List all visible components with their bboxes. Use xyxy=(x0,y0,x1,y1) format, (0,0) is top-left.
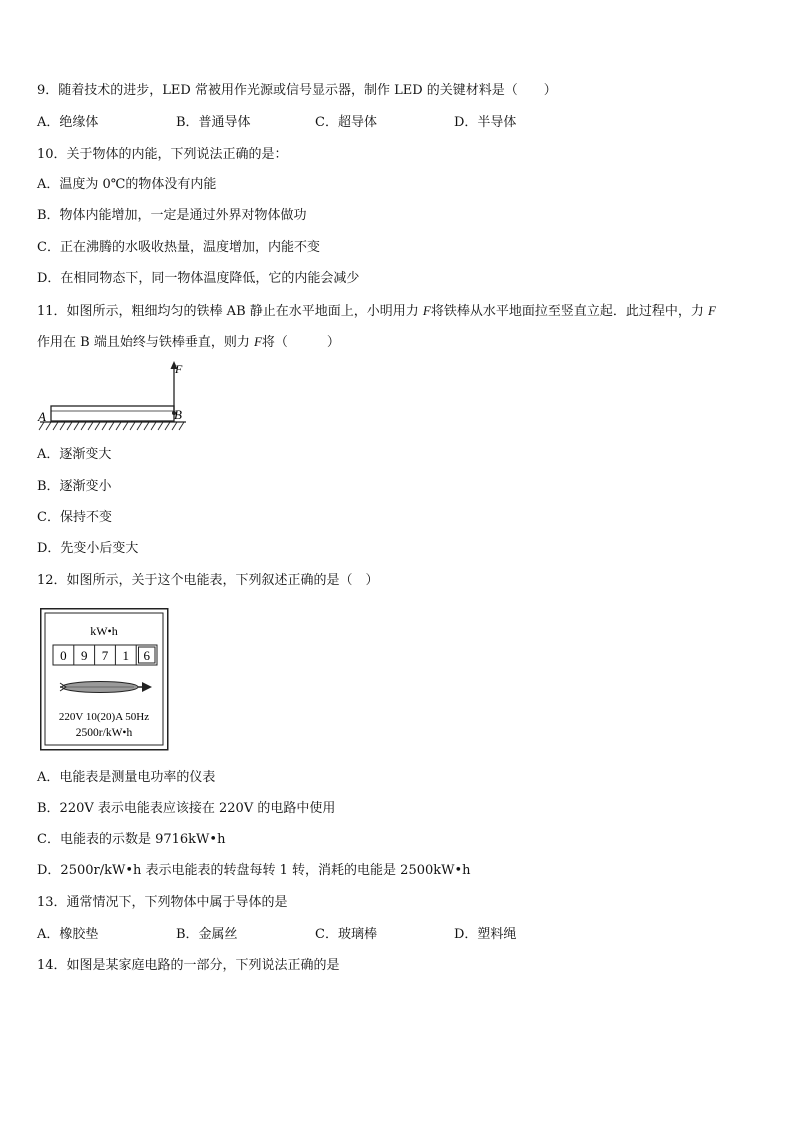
q13-option-b: B．金属丝 xyxy=(176,927,238,942)
q11-option-a: A．逐渐变大 xyxy=(37,447,112,462)
q10-option-c: C．正在沸腾的水吸收热量，温度增加，内能不变 xyxy=(37,240,320,255)
q9-option-b: B．普通导体 xyxy=(176,115,251,130)
q11-option-c: C．保持不变 xyxy=(37,510,112,525)
meter-digit: 7 xyxy=(101,648,109,663)
label-b: B xyxy=(174,407,182,422)
iron-rod-figure xyxy=(34,360,194,436)
q10-option-b: B．物体内能增加，一定是通过外界对物体做功 xyxy=(37,208,307,223)
q10-option-d: D．在相同物态下，同一物体温度降低，它的内能会减少 xyxy=(37,271,360,286)
q10-option-a: A．温度为 0℃的物体没有内能 xyxy=(37,177,217,192)
q12-option-d: D．2500r/kW•h 表示电能表的转盘每转 1 转，消耗的电能是 2500kW•h xyxy=(37,863,471,878)
ground-hatching xyxy=(39,422,184,430)
meter-digit-row xyxy=(53,645,157,665)
q9-option-c: C．超导体 xyxy=(315,115,377,130)
meter-unit: kW•h xyxy=(90,624,118,638)
q9-option-a: A．绝缘体 xyxy=(37,115,99,130)
q13-option-d: D．塑料绳 xyxy=(454,927,517,942)
q11-option-d: D．先变小后变大 xyxy=(37,541,139,556)
q11-force-symbol: F xyxy=(422,303,431,318)
q11-stem-part2: 将铁棒从水平地面拉至竖直立起．此过程中，力 xyxy=(430,304,708,319)
meter-spec-revolutions: 2500r/kW•h xyxy=(75,727,133,739)
q13-option-a: A．橡胶垫 xyxy=(37,927,99,942)
q12-stem: 12．如图所示，关于这个电能表，下列叙述正确的是（ ） xyxy=(37,573,379,588)
q14-stem: 14．如图是某家庭电路的一部分，下列说法正确的是 xyxy=(37,958,340,973)
q11-stem-line1 xyxy=(37,302,716,321)
q9-stem: 9．随着技术的进步，LED 常被用作光源或信号显示器，制作 LED 的关键材料是（ ） xyxy=(37,83,557,98)
q11-force-symbol-2: F xyxy=(253,334,262,349)
q12-option-c: C．电能表的示数是 9716kW•h xyxy=(37,832,226,847)
meter-digit: 0 xyxy=(60,648,67,663)
q12-option-a: A．电能表是测量电功率的仪表 xyxy=(37,770,216,785)
label-a: A xyxy=(38,409,46,424)
q11-stem-part4: 将（ ） xyxy=(261,335,340,350)
iron-rod xyxy=(51,406,174,421)
q11-force-symbol-end: F xyxy=(707,303,716,318)
meter-spec-voltage: 220V 10(20)A 50Hz xyxy=(58,711,150,723)
q9-option-d: D．半导体 xyxy=(454,115,517,130)
meter-digit: 6 xyxy=(143,648,150,663)
q11-stem-part1: 11．如图所示，粗细均匀的铁棒 AB 静止在水平地面上，小明用力 xyxy=(37,304,423,319)
q11-stem-line2 xyxy=(37,333,340,352)
meter-digit: 1 xyxy=(122,648,130,663)
q11-stem-part3: 作用在 B 端且始终与铁棒垂直，则力 xyxy=(37,335,254,350)
meter-digit: 9 xyxy=(80,648,88,663)
q10-stem: 10．关于物体的内能，下列说法正确的是： xyxy=(37,147,288,162)
q13-stem: 13．通常情况下，下列物体中属于导体的是 xyxy=(37,895,288,910)
q12-option-b: B．220V 表示电能表应该接在 220V 的电路中使用 xyxy=(37,801,336,816)
electric-meter-figure xyxy=(40,608,170,752)
q11-option-b: B．逐渐变小 xyxy=(37,479,112,494)
q13-option-c: C．玻璃棒 xyxy=(315,927,377,942)
label-f: F xyxy=(175,362,183,376)
